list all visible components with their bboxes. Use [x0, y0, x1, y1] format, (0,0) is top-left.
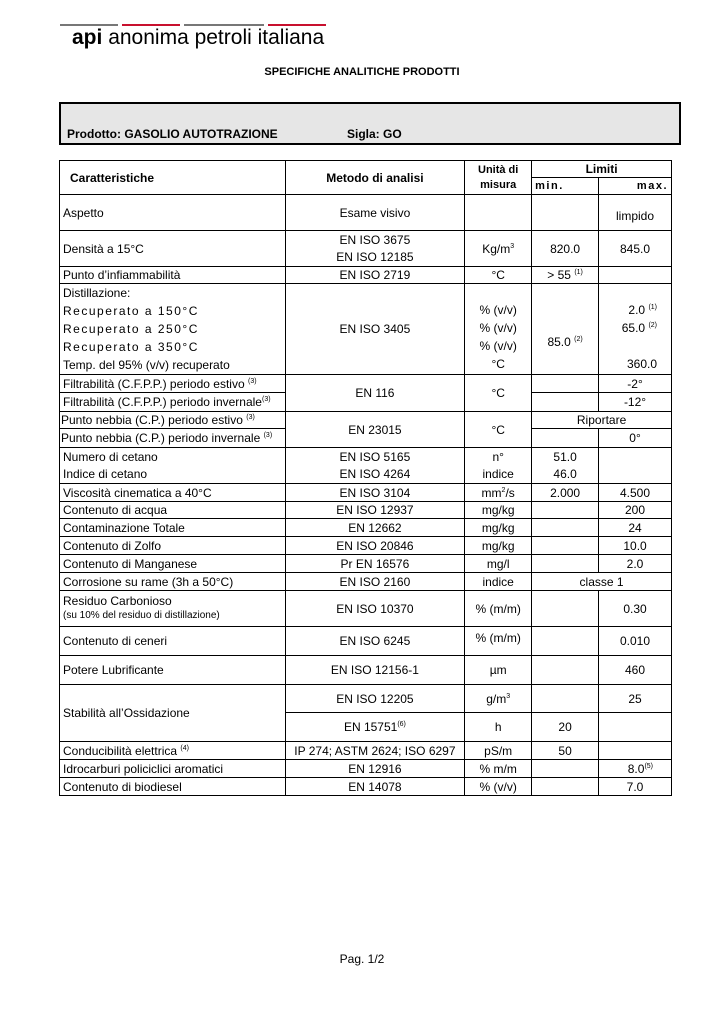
table-row: Contenuto di Zolfo EN ISO 20846 mg/kg 10.0 [60, 537, 672, 555]
table-row: Potere Lubrificante EN ISO 12156-1 µm 460 [60, 656, 672, 685]
table-row: Residuo Carbonioso (su 10% del residuo di distillazione) EN ISO 10370 % (m/m) 0.30 [60, 591, 672, 627]
table-row: Punto d’infiammabilità EN ISO 2719 °C > 55 $^{(1)}$ [60, 267, 672, 284]
table-row: Densità a 15°C EN ISO 3675 EN ISO 12185 $Kg/m^3$ 820.0 845.0 [60, 231, 672, 267]
table-row: Contenuto di ceneri EN ISO 6245 % (m/m) 0.010 [60, 627, 672, 656]
col-max: max. [636, 180, 668, 192]
page-number: Pag. 1/2 [339, 952, 385, 966]
table-row: Viscosità cinematica a 40°C EN ISO 3104 $mm^2/s$ 2.000 4.500 [60, 484, 672, 502]
table-row: Contenuto di acqua EN ISO 12937 mg/kg 200 [60, 502, 672, 519]
table-header [60, 161, 672, 178]
product-box [59, 102, 681, 145]
table-row: Corrosione su rame (3h a 50°C) EN ISO 2160 indice classe 1 [60, 573, 672, 591]
table-row: Stabilità all’Ossidazione EN ISO 12205 $g/m^3$ 25 [60, 685, 672, 713]
table-row: Punto nebbia (C.P.) periodo invernale $^{(3)}$ 0° [60, 429, 672, 448]
table-row: Filtrabilità (C.F.P.P.) periodo invernale$^{(3)}$ -12° [60, 393, 672, 412]
table-row: Numero di cetano Indice di cetano EN ISO 5165 EN ISO 4264 n° indice 51.0 46.0 [60, 448, 672, 484]
col-metodo: Metodo di analisi [326, 170, 424, 185]
page-title: SPECIFICHE ANALITICHE PRODOTTI [264, 66, 460, 78]
table-row: Punto nebbia (C.P.) periodo estivo $^{(3)}$ EN 23015 °C Riportare [60, 412, 672, 429]
table-row: Contenuto di Manganese Pr EN 16576 mg/l 2.0 [60, 555, 672, 573]
company-logo [60, 16, 330, 56]
col-limiti: Limiti [585, 162, 618, 176]
table-row: Filtrabilità (C.F.P.P.) periodo estivo $^{(3)}$ EN 116 °C -2° [60, 375, 672, 393]
logo-name: anonima petroli italiana [108, 26, 325, 49]
table-row: EN 15751$^{(6)}$ h 20 [60, 713, 672, 742]
table-row: Aspetto Esame visivo limpido [60, 195, 672, 231]
table-row: Conducibilità elettrica $^{(4)}$ IP 274; ASTM 2624; ISO 6297 pS/m 50 [60, 742, 672, 760]
spec-table [59, 160, 672, 796]
table-row: Idrocarburi policiclici aromatici EN 12916 % m/m 8.0$^{(5)}$ [60, 760, 672, 778]
table-row: Distillazione: Recuperato a 150°C Recuperato a 250°C Recuperato a 350°C Temp. del 95% (v/v) recuperato EN ISO 3405 % (v/v) % (v/v) % (v/v) °C 85.0 $^{(2)}$ 2.0 $^{(1)}$ 65.0 $^{(2)}$ 360.0 [60, 284, 672, 375]
table-row: Contaminazione Totale EN 12662 mg/kg 24 [60, 519, 672, 537]
col-unita-1: Unità di [478, 163, 519, 176]
product-label: Prodotto: GASOLIO AUTOTRAZIONE [67, 127, 278, 141]
col-caratteristiche: Caratteristiche [70, 170, 155, 185]
col-min: min. [535, 180, 564, 192]
table-row: Contenuto di biodiesel EN 14078 % (v/v) 7.0 [60, 778, 672, 796]
logo-brand: api [72, 26, 103, 49]
product-sigla: Sigla: GO [347, 127, 402, 141]
col-unita-2: misura [480, 178, 517, 191]
